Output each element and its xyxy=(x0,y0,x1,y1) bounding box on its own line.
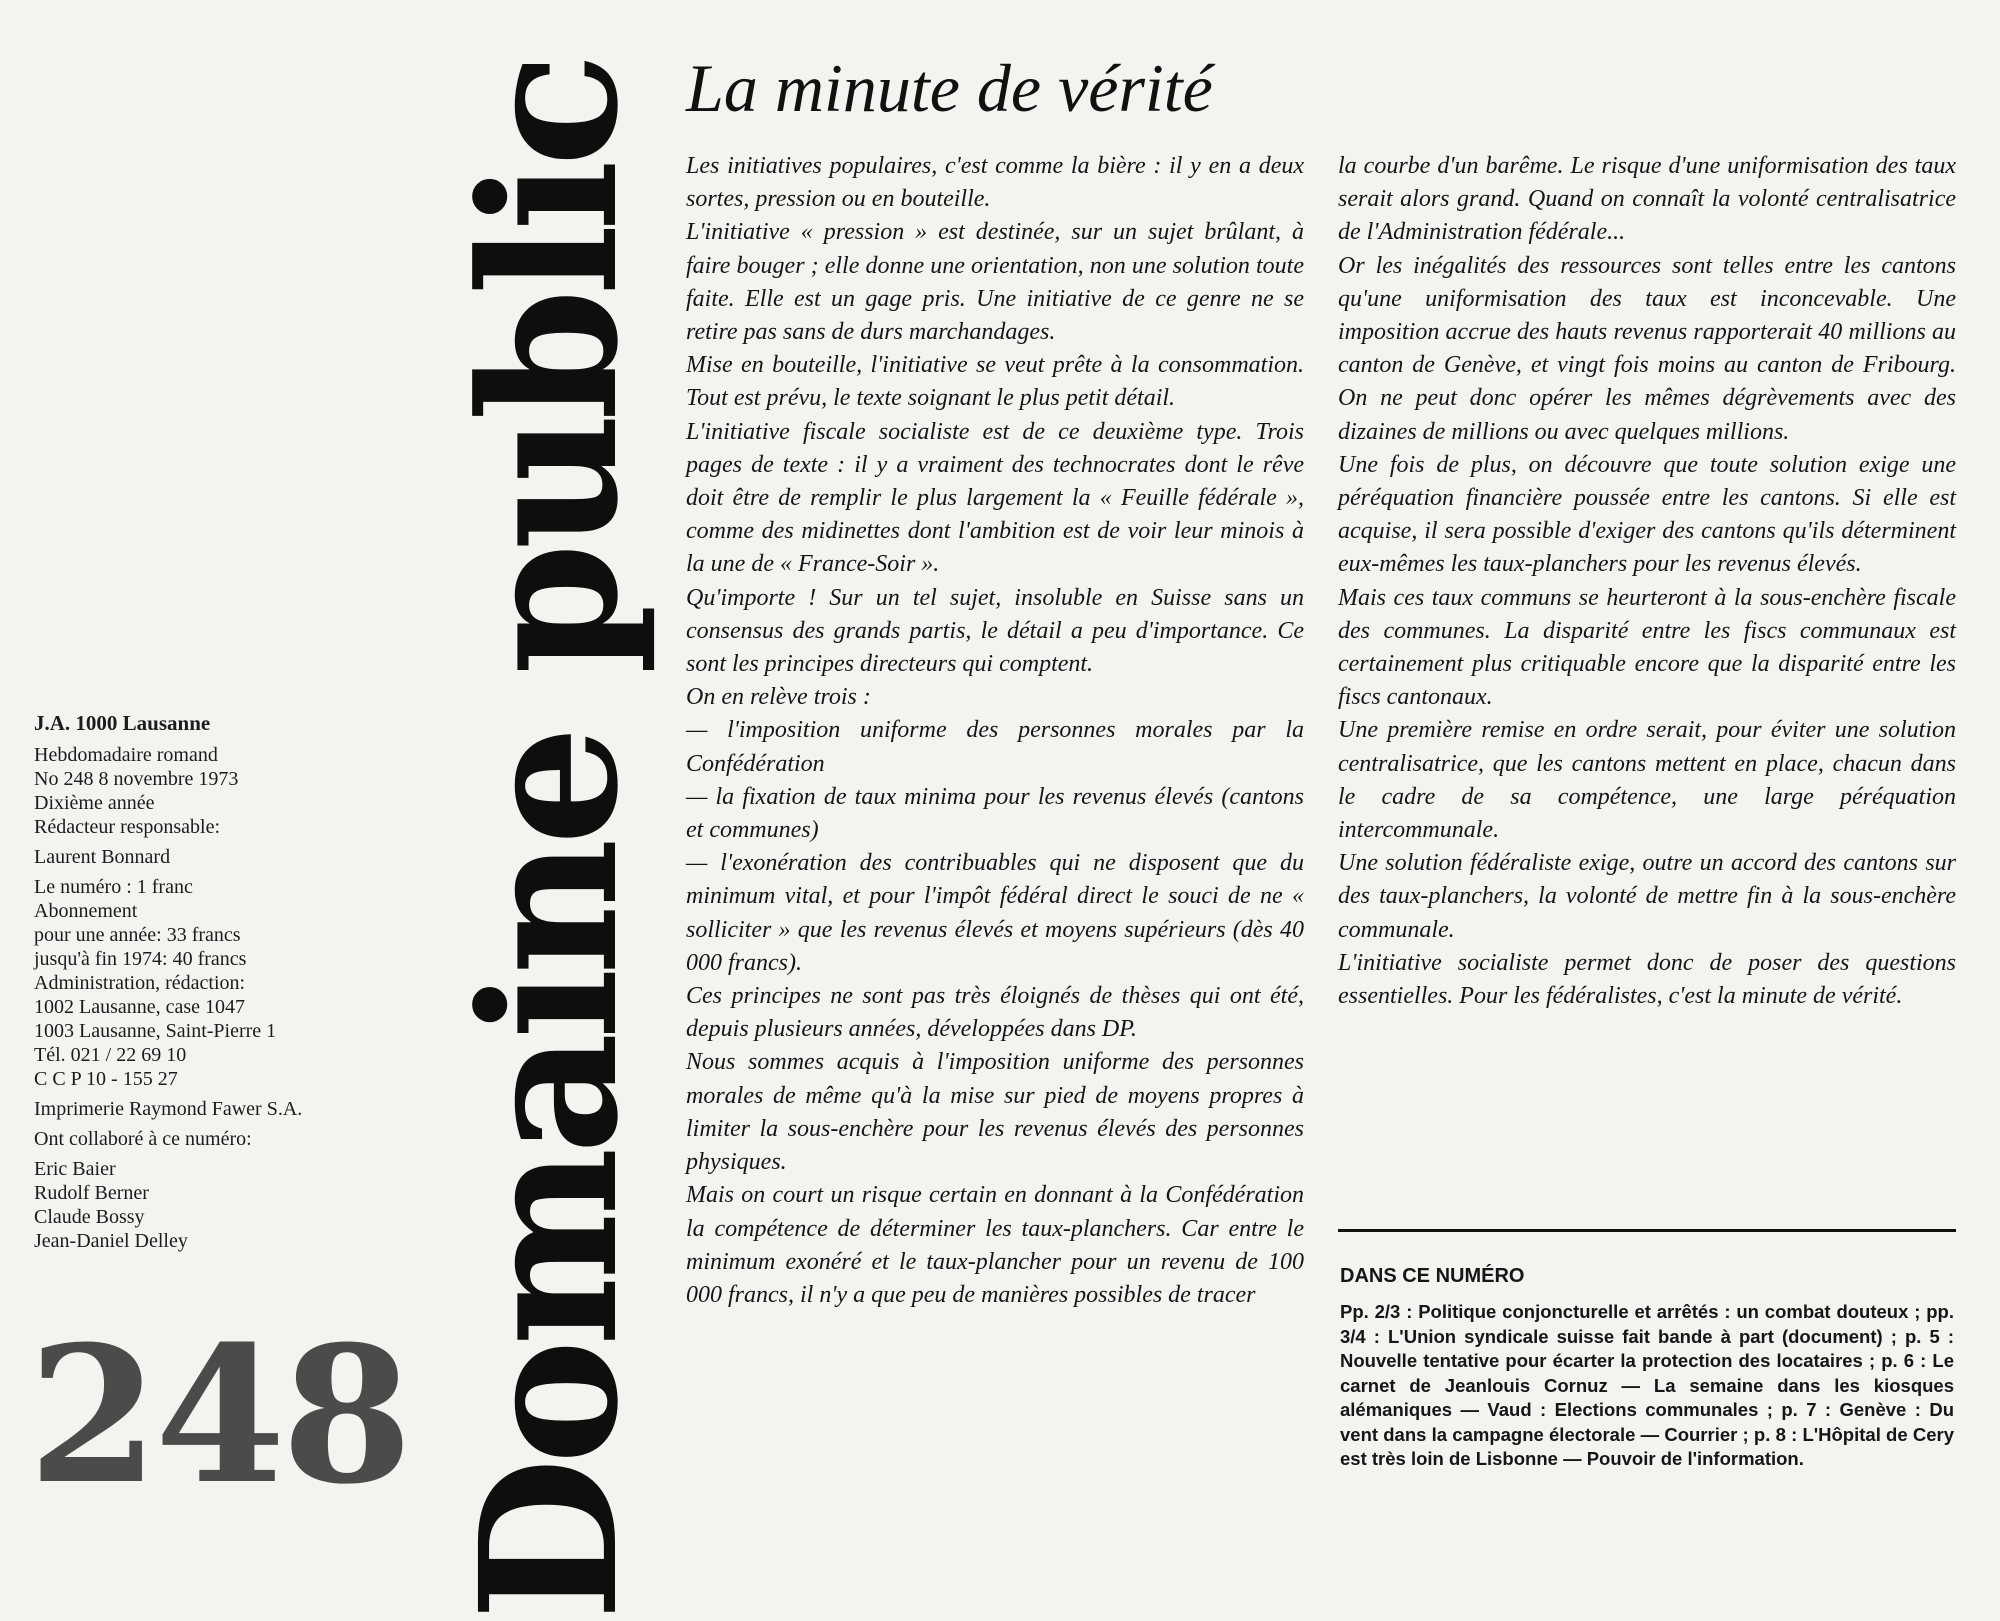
editor-name: Laurent Bonnard xyxy=(34,846,171,868)
paragraph: la courbe d'un barême. Le risque d'une uniformisation des taux serait alors grand. Quand on connaît la volonté centralisatrice de l'Administration fédérale... xyxy=(1338,153,1956,246)
subscription-line: pour une année: 33 francs xyxy=(34,924,241,946)
list-item: — la fixation de taux minima pour les revenus élevés (cantons et communes) xyxy=(686,783,1304,844)
article-title: La minute de vérité xyxy=(686,50,1213,126)
subscription-line: jusqu'à fin 1974: 40 francs xyxy=(34,948,247,970)
contents-text: Pp. 2/3 : Politique conjoncturelle et arrêtés : un combat douteux ; pp. 3/4 : L'Union syndicale suisse fait bande à part (document) ; p. 5 : Nouvelle tentative pour écarter la protection des locataires ; p. 6 : Le carnet de Jeanlouis Cornuz — La semaine dans les kiosques alémaniques — Vaud : Elections communales ; p. 7 : Genève : Du vent dans la campagne électorale — Courrier ; p. 8 : L'Hôpital de Cery est très loin de Lisbonne — Pouvoir de l'information. xyxy=(1340,1301,1954,1469)
info-line: Hebdomadaire romand xyxy=(34,744,218,766)
info-line: Dixième année xyxy=(34,792,155,814)
contributor-name: Rudolf Berner xyxy=(34,1182,149,1204)
list-item: — l'imposition uniforme des personnes morales par la Confédération xyxy=(686,717,1304,777)
paragraph: Qu'importe ! Sur un tel sujet, insoluble en Suisse sans un consensus des grands partis, le détail a peu d'importance. Ce sont les principes directeurs qui comptent. xyxy=(686,584,1304,678)
paragraph: Les initiatives populaires, c'est comme la bière : il y en a deux sortes, pression ou en bouteille. xyxy=(686,153,1304,213)
list-item: — l'exonération des contribuables qui ne disposent que du minimum vital, et pour l'impôt fédéral direct le souci de ne « solliciter » que les revenus élevés et moyens supérieurs (dès 40 000 francs). xyxy=(686,850,1304,976)
paragraph: L'initiative « pression » est destinée, sur un sujet brûlant, à faire bouger ; elle donne une orientation, non une solution toute faite. Elle est un gage pris. Une initiative de ce genre ne se retire pas sans de durs marchandages. xyxy=(686,219,1304,346)
contributors-label: Ont collaboré à ce numéro: xyxy=(34,1128,252,1150)
section-divider xyxy=(1338,1229,1956,1232)
mailing-code: J.A. 1000 Lausanne xyxy=(34,711,211,735)
printer-line: Imprimerie Raymond Fawer S.A. xyxy=(34,1098,303,1120)
address-line: 1003 Lausanne, Saint-Pierre 1 xyxy=(34,1020,277,1042)
info-line: Rédacteur responsable: xyxy=(34,816,221,838)
paragraph: Mais ces taux communs se heurteront à la sous-enchère fiscale des communes. La disparité entre les fiscs communaux est certainement plus critiquable encore que la disparité entre les fiscs cantonaux. xyxy=(1338,584,1956,711)
paragraph: On en relève trois : xyxy=(686,684,871,711)
paragraph: Nous sommes acquis à l'imposition uniforme des personnes morales de même qu'à la mise sur pied de moyens propres à limiter la sous-enchère pour les revenus élevés des personnes physiques. xyxy=(686,1049,1304,1176)
issue-date: No 248 8 novembre 1973 xyxy=(34,768,239,790)
contributor-name: Claude Bossy xyxy=(34,1206,145,1228)
publication-info xyxy=(34,711,394,1253)
paragraph: Mais on court un risque certain en donnant à la Confédération la compétence de déterminer les taux-planchers. Car entre le minimum exonéré et le taux-plancher pour un revenu de 100 000 francs, il n'y a que peu de manières possibles de tracer xyxy=(686,1182,1304,1308)
address-line: Administration, rédaction: xyxy=(34,972,246,994)
issue-number: 248 xyxy=(28,1305,409,1526)
paragraph: L'initiative socialiste permet donc de poser des questions essentielles. Pour les fédéralistes, c'est la minute de vérité. xyxy=(1338,949,1956,1010)
phone-line: Tél. 021 / 22 69 10 xyxy=(34,1044,187,1066)
paragraph: L'initiative fiscale socialiste est de ce deuxième type. Trois pages de texte : il y a vraiment des technocrates dont le rêve doit être de remplir le plus largement la « Feuille fédérale », comme des midinettes dont l'ambition est de voir leur minois à la une de « France-Soir ». xyxy=(686,418,1304,578)
address-line: 1002 Lausanne, case 1047 xyxy=(34,996,246,1018)
publication-masthead: Domaine public xyxy=(439,59,660,1621)
paragraph: Une solution fédéraliste exige, outre un accord des cantons sur des taux-planchers, la volonté de mettre fin à la sous-enchère communale. xyxy=(1338,850,1956,943)
ccp-line: C C P 10 - 155 27 xyxy=(34,1068,178,1090)
contents-heading: DANS CE NUMÉRO xyxy=(1340,1265,1525,1287)
paragraph: Une fois de plus, on découvre que toute solution exige une péréquation financière poussée entre les cantons. Si elle est acquise, il sera possible d'exiger des cantons qu'ils déterminent eux-mêmes les taux-planchers pour les revenus élevés. xyxy=(1338,451,1956,578)
subscription-line: Abonnement xyxy=(34,900,138,922)
price-line: Le numéro : 1 franc xyxy=(34,876,193,898)
paragraph: Mise en bouteille, l'initiative se veut prête à la consommation. Tout est prévu, le texte soignant le plus petit détail. xyxy=(686,352,1304,412)
table-of-contents xyxy=(1340,1262,1954,1472)
masthead-area xyxy=(435,59,665,1621)
contributor-name: Eric Baier xyxy=(34,1158,116,1180)
article-column-left xyxy=(686,150,1304,1312)
article-column-right xyxy=(1338,150,1956,1013)
paragraph: Ces principes ne sont pas très éloignés de thèses qui ont été, depuis plusieurs années, développées dans DP. xyxy=(686,983,1304,1043)
paragraph: Or les inégalités des ressources sont telles entre les cantons qu'une uniformisation des taux est inconcevable. Une imposition accrue des hauts revenus rapporterait 40 millions au canton de Genève, et vingt fois moins au canton de Fribourg. On ne peut donc opérer les mêmes dégrèvements avec des dizaines de millions ou avec quelques millions. xyxy=(1338,252,1956,445)
contributor-name: Jean-Daniel Delley xyxy=(34,1230,188,1252)
paragraph: Une première remise en ordre serait, pour éviter une solution centralisatrice, que les cantons mettent en place, chacun dans le cadre de sa compétence, une large péréquation intercommunale. xyxy=(1338,717,1956,844)
